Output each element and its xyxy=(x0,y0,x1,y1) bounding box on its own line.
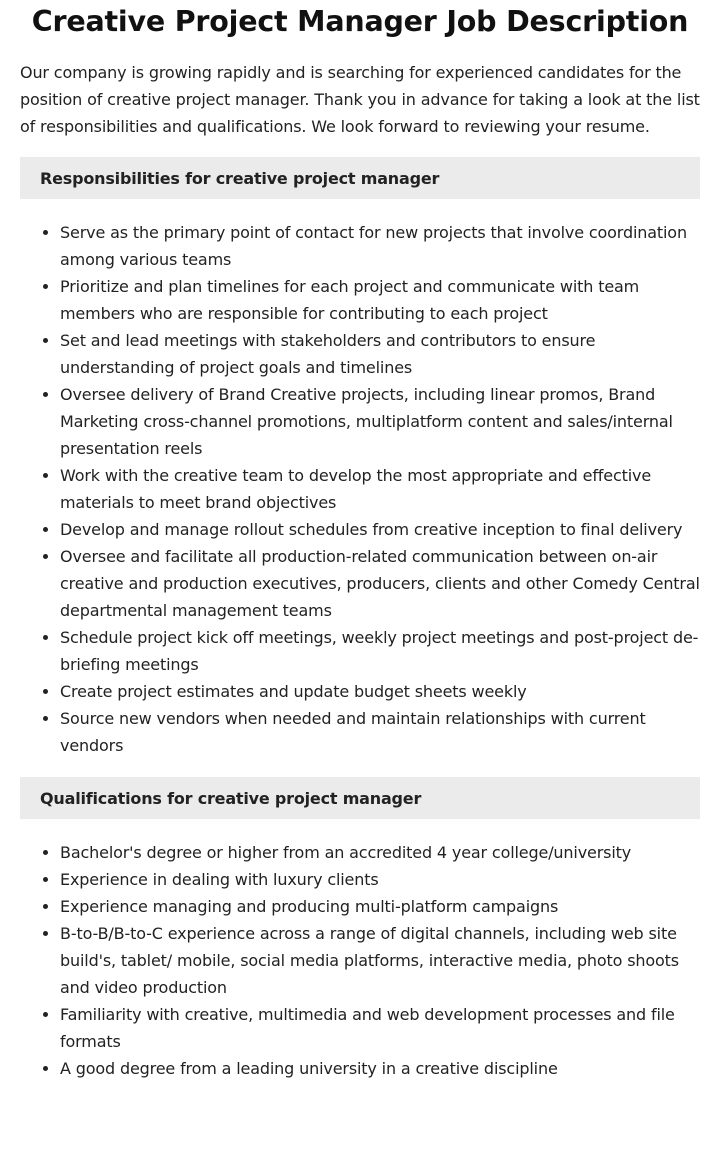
bullet-icon xyxy=(43,716,48,721)
list-item-text: Bachelor's degree or higher from an accredited 4 year college/university xyxy=(60,843,632,862)
bullet-icon xyxy=(43,850,48,855)
list-item xyxy=(60,624,700,678)
page-title: Creative Project Manager Job Description xyxy=(31,5,689,38)
list-item xyxy=(60,705,700,759)
list-item xyxy=(60,516,700,543)
list-item-text: Set and lead meetings with stakeholders and contributors to ensure understanding of project goals and timelines xyxy=(60,331,596,377)
list-item-text: Experience managing and producing multi-platform campaigns xyxy=(60,897,559,916)
list-item-text: Create project estimates and update budget sheets weekly xyxy=(60,682,527,701)
list-item-text: Develop and manage rollout schedules from creative inception to final delivery xyxy=(60,520,683,539)
bullet-icon xyxy=(43,284,48,289)
bullet-icon xyxy=(43,1012,48,1017)
list-item xyxy=(60,219,700,273)
list-item-text: Oversee and facilitate all production-related communication between on-air creative and production executives, producers, clients and other Comedy Central departmental management teams xyxy=(60,547,700,620)
bullet-icon xyxy=(43,1066,48,1071)
list-item xyxy=(60,273,700,327)
bullet-icon xyxy=(43,527,48,532)
bullet-icon xyxy=(43,904,48,909)
list-item-text: Oversee delivery of Brand Creative projects, including linear promos, Brand Marketing cross-channel promotions, multiplatform content and sales/internal presentation reels xyxy=(60,385,673,458)
list-item xyxy=(60,678,700,705)
bullet-icon xyxy=(43,635,48,640)
list-item xyxy=(60,920,700,1001)
list-item xyxy=(60,1001,700,1055)
list-item-text: Serve as the primary point of contact for new projects that involve coordination among various teams xyxy=(60,223,687,269)
section-gap xyxy=(20,759,700,777)
list-item-text: Work with the creative team to develop the most appropriate and effective materials to meet brand objectives xyxy=(60,466,652,512)
qualifications-heading: Qualifications for creative project manager xyxy=(20,777,700,819)
list-item xyxy=(60,327,700,381)
bullet-icon xyxy=(43,931,48,936)
bullet-icon xyxy=(43,689,48,694)
intro-paragraph: Our company is growing rapidly and is searching for experienced candidates for the position of creative project manager. Thank you in advance for taking a look at the list of responsibilities and qualifications. We look forward to reviewing your resume. xyxy=(20,63,700,136)
list-item-text: A good degree from a leading university in a creative discipline xyxy=(60,1059,558,1078)
list-item xyxy=(60,1055,700,1082)
bullet-icon xyxy=(43,338,48,343)
list-item-text: Schedule project kick off meetings, weekly project meetings and post-project de-briefing meetings xyxy=(60,628,699,674)
list-item xyxy=(60,839,700,866)
list-item xyxy=(60,462,700,516)
bullet-icon xyxy=(43,230,48,235)
bullet-icon xyxy=(43,473,48,478)
bullet-icon xyxy=(43,554,48,559)
list-item xyxy=(60,543,700,624)
list-item-text: Prioritize and plan timelines for each project and communicate with team members who are responsible for contributing to each project xyxy=(60,277,640,323)
list-item xyxy=(60,381,700,462)
bullet-icon xyxy=(43,392,48,397)
qualifications-list xyxy=(20,839,700,1082)
bullet-icon xyxy=(43,877,48,882)
responsibilities-heading: Responsibilities for creative project manager xyxy=(20,157,700,199)
list-item xyxy=(60,893,700,920)
responsibilities-list xyxy=(20,219,700,759)
list-item-text: Source new vendors when needed and maintain relationships with current vendors xyxy=(60,709,646,755)
list-item-text: B-to-B/B-to-C experience across a range of digital channels, including web site build's, tablet/ mobile, social media platforms, interactive media, photo shoots and video production xyxy=(60,924,679,997)
list-item xyxy=(60,866,700,893)
list-item-text: Experience in dealing with luxury clients xyxy=(60,870,379,889)
list-item-text: Familiarity with creative, multimedia and web development processes and file formats xyxy=(60,1005,675,1051)
